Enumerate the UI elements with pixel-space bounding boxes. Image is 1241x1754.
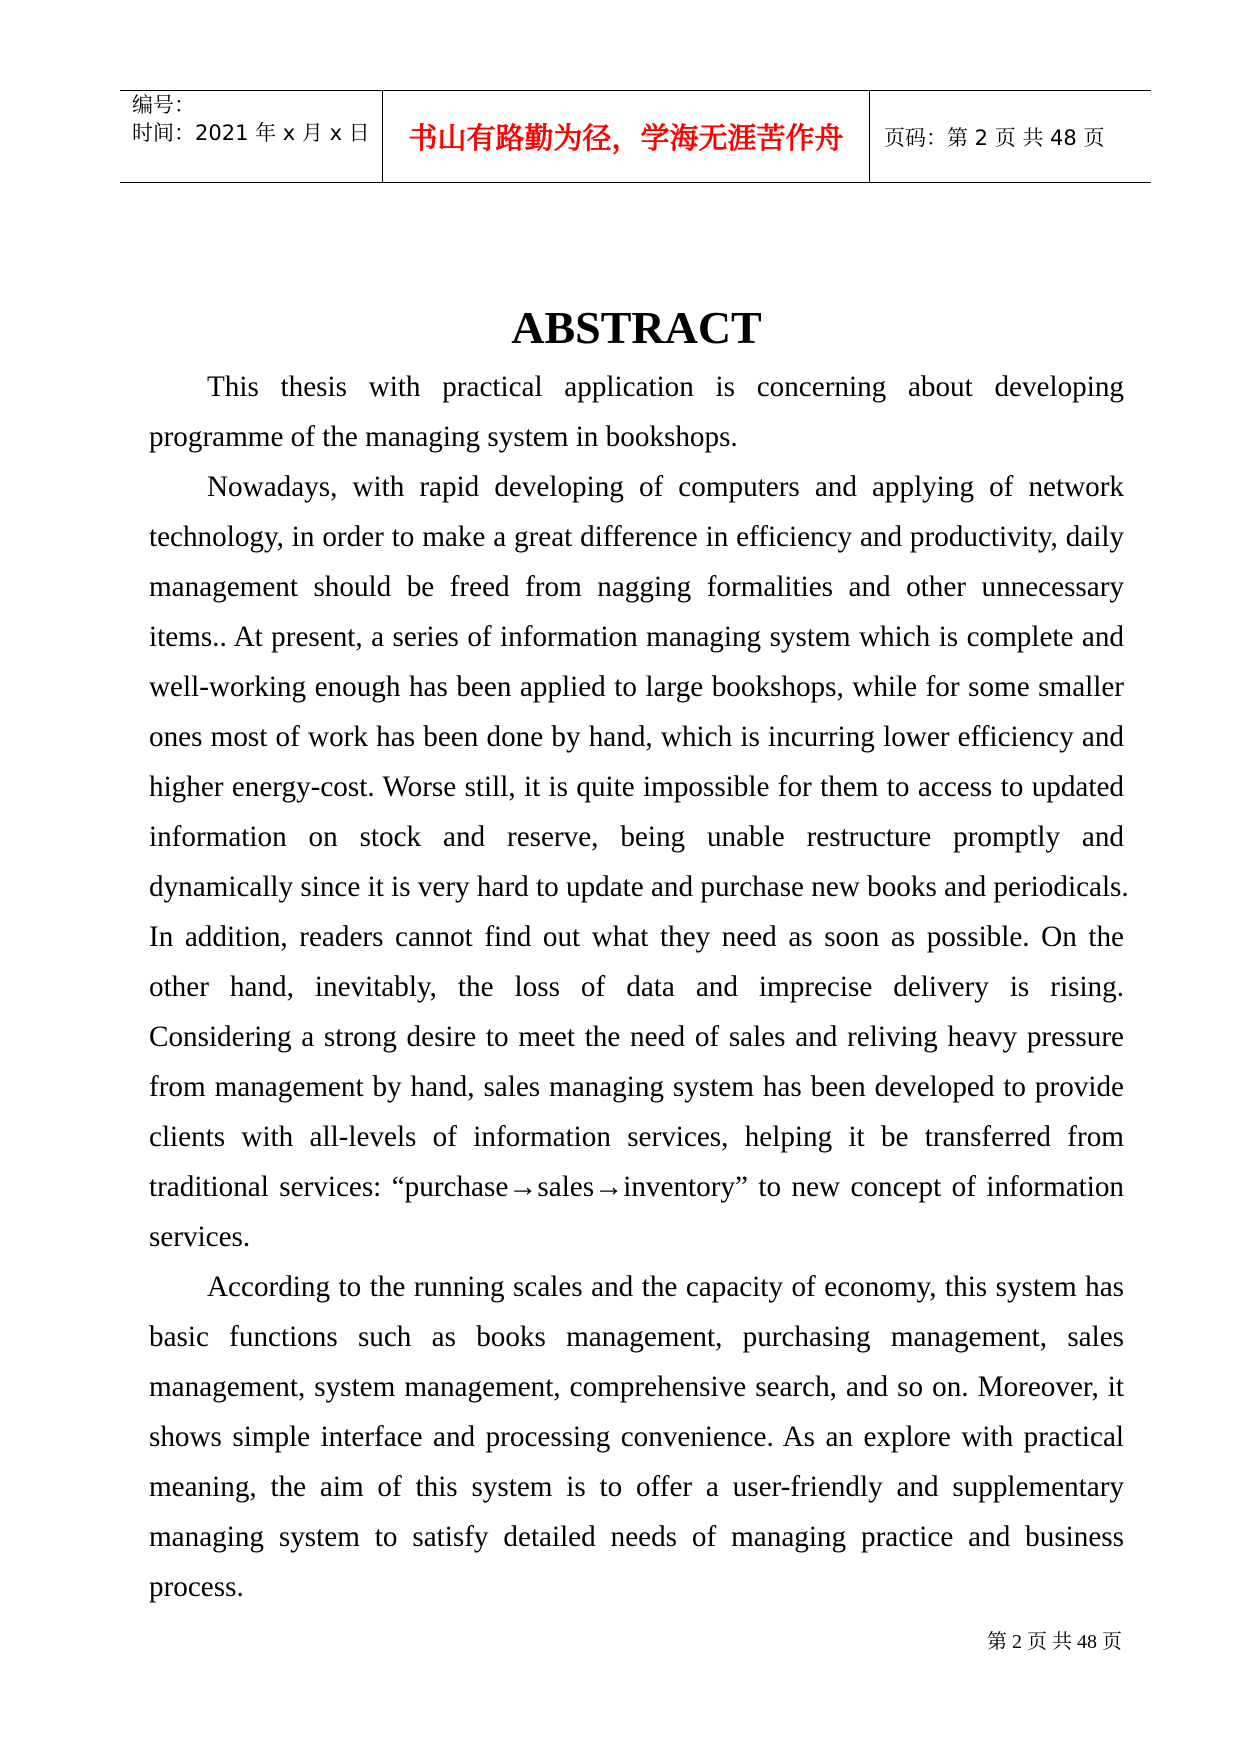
- abstract-paragraph: [149, 1262, 1124, 1612]
- abstract-text-line: management, system management, comprehensive search, and so on. Moreover, it: [149, 1371, 1124, 1403]
- abstract-text-line: management should be freed from nagging formalities and other unnecessary: [149, 571, 1124, 603]
- date-label: 时间：2021 年 x 月 x 日: [132, 121, 370, 145]
- abstract-text-line: Considering a strong desire to meet the need of sales and reliving heavy pressure: [149, 1021, 1124, 1053]
- header-page-cell: [870, 91, 1151, 182]
- abstract-text-line: shows simple interface and processing convenience. As an explore with practical: [149, 1421, 1124, 1453]
- abstract-text-line: meaning, the aim of this system is to offer a user-friendly and supplementary: [149, 1471, 1124, 1503]
- abstract-text-line: items.. At present, a series of information managing system which is complete and: [149, 621, 1124, 653]
- header-motto-cell: [382, 91, 870, 182]
- abstract-text-line: technology, in order to make a great difference in efficiency and productivity, daily: [149, 521, 1124, 553]
- header-info-cell: [120, 91, 382, 182]
- abstract-body: [149, 362, 1129, 1612]
- abstract-text-line: well-working enough has been applied to large bookshops, while for some smaller: [149, 671, 1124, 703]
- abstract-text-line: In addition, readers cannot find out what they need as soon as possible. On the: [149, 921, 1124, 953]
- abstract-text-line: process.: [149, 1571, 244, 1603]
- abstract-text-line: dynamically since it is very hard to update and purchase new books and periodicals.: [149, 871, 1129, 903]
- motto-text: 书山有路勤为径，学海无涯苦作舟: [408, 121, 844, 155]
- abstract-text-line: higher energy-cost. Worse still, it is quite impossible for them to access to updated: [149, 771, 1124, 803]
- abstract-text-line: services.: [149, 1221, 251, 1253]
- abstract-text-line: ones most of work has been done by hand, which is incurring lower efficiency and: [149, 721, 1124, 753]
- abstract-title: ABSTRACT: [511, 302, 762, 353]
- abstract-text-line: other hand, inevitably, the loss of data and imprecise delivery is rising.: [149, 971, 1124, 1003]
- abstract-text-line: clients with all-levels of information services, helping it be transferred from: [149, 1121, 1124, 1153]
- abstract-text-line: information on stock and reserve, being unable restructure promptly and: [149, 821, 1124, 853]
- abstract-paragraph: [149, 462, 1129, 1262]
- abstract-text-line: managing system to satisfy detailed needs of managing practice and business: [149, 1521, 1124, 1553]
- footer-page-number: 第 2 页 共 48 页: [987, 1631, 1122, 1653]
- abstract-text-line: programme of the managing system in bookshops.: [149, 421, 738, 453]
- abstract-text-line: basic functions such as books management, purchasing management, sales: [149, 1321, 1124, 1353]
- serial-number-label: 编号：: [132, 93, 195, 117]
- abstract-text-line: traditional services: “purchase→sales→inventory” to new concept of information: [149, 1171, 1124, 1203]
- abstract-paragraph: [149, 362, 1124, 462]
- abstract-text-line: According to the running scales and the capacity of economy, this system has: [207, 1271, 1124, 1303]
- header-page-label: 页码：第 2 页 共 48 页: [884, 125, 1105, 150]
- abstract-text-line: from management by hand, sales managing system has been developed to provide: [149, 1071, 1124, 1103]
- abstract-text-line: Nowadays, with rapid developing of computers and applying of network: [207, 471, 1124, 503]
- document-header-table: [120, 90, 1151, 183]
- abstract-text-line: This thesis with practical application is concerning about developing: [207, 371, 1124, 403]
